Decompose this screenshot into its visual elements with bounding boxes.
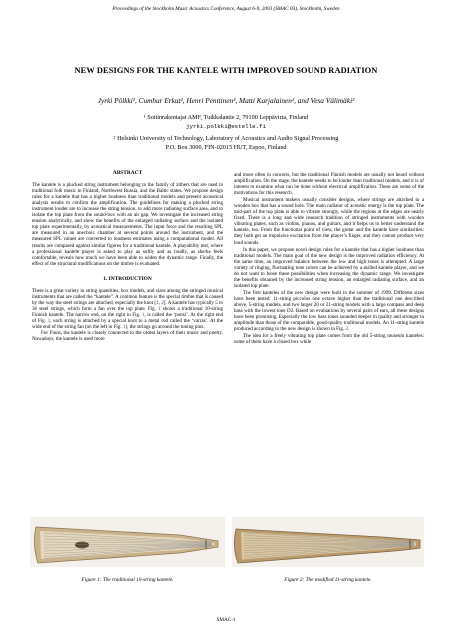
- page-footer: SMAC-1: [216, 617, 236, 623]
- running-header: Proceedings of the Stockholm Music Acoustics Conference, August 6-9, 2003 (SMAC 03), Stockholm, Sweden: [112, 6, 340, 12]
- introduction-heading: 1. INTRODUCTION: [103, 275, 152, 282]
- paper-title: NEW DESIGNS FOR THE KANTELE WITH IMPROVED SOUND RADIATION: [74, 66, 378, 75]
- abstract-heading: ABSTRACT: [112, 170, 143, 176]
- body-paragraph-2: Musical instrument makers usually consider designs, where strings are attached to a wooden box that has a sound hole. The main radiator of acoustic energy is the top plate. The mid-part of the top plate is able to vibrate strongly, while the regions at the edges are nearly fixed. There is a long and wide research tradition of stringed instruments with wooden vibrating plates, such as violins, pianos, and guitars, and it helps us to better understand the kantele, too. From the functional point of view, the guitar and the kantele have similarities: they both get an impulsive excitation from the player’s finger, and they cannot produce very loud sounds.: [234, 197, 424, 246]
- right-column: [234, 172, 424, 345]
- affiliation-2: ² Helsinki University of Technology, Laboratory of Acoustics and Audio Signal Processing: [113, 135, 339, 142]
- intro-text: There is a great variety in string quantities, box models, and sizes among the stringed musical instruments that are called the “kantele”. A common feature is the special timbre that is caused by the way the steel strings are attached, especially the knot [: [32, 287, 223, 306]
- figure-link[interactable]: 1: [141, 311, 145, 318]
- affiliation-1: ¹ Soitinrakentajat AMF, Tuikkalantie 2, 79100 Leppävirta, Finland: [143, 114, 309, 121]
- introduction-paragraph-2: For Finns, the kantele is closely connected to the oldest layers of their music and poetry. Nowadays, the kantele is used more: [32, 330, 223, 343]
- affiliation-2-address: P.O. Box 3000, FIN-02015 HUT, Espoo, Finland: [165, 144, 287, 151]
- author-email: jyrki.polkki@estelle.fi: [185, 123, 266, 130]
- intro-text: ), the strings go around the tuning pins.: [125, 324, 205, 331]
- body-paragraph-4: [234, 290, 424, 332]
- intro-text: , each string is attached by a special knot to a metal rod called the ‘varras’. At the wide end of the string fan (on the left in Fig.: [32, 317, 223, 331]
- figure-2-image: [232, 517, 424, 567]
- left-column: [32, 170, 223, 342]
- intro-text: ,: [158, 299, 162, 306]
- intro-text: ]. A kantele has typically 5 to 36 steel strings, which form a fan over the top plate. Fig.: [32, 299, 224, 312]
- figure-link[interactable]: 1: [47, 317, 51, 324]
- figure-link[interactable]: 1: [158, 305, 161, 312]
- modified-kantele-photo: [232, 517, 424, 567]
- intro-text: , is called the ‘ponsi’. At the right end of Fig.: [32, 311, 224, 324]
- figure-2-caption: Figure 2: The modified 11-string kantele.: [284, 577, 372, 583]
- citation-link[interactable]: 1: [156, 299, 159, 306]
- body-paragraph-1: and more often in concerts, but the traditional Finnish models are usually not heard without amplification. On the stage, the kantele needs to be louder than traditional models, and it is of interest to examine what can be done without electrical amplification. These are some of the motivations for this research.: [234, 172, 424, 197]
- citation-link[interactable]: 2: [161, 299, 164, 306]
- author-list: Jyrki Pölkki¹, Cumhur Erkut², Henri Penttinen², Matti Karjalainen², and Vesa Välimäki²: [97, 96, 355, 105]
- body-paragraph-3: In this paper, we propose novel design rules for a kantele that has a higher loudness than traditional models. The main goal of the new design is the improved radiation efficiency. At the same time, an improved balance between the low and high tones is attempted. A large variety of ringing, fluctuating tone colors can be achieved by a skilled kantele player, and we do not want to loose these possibilities when increasing the dynamic range. We investigate the benefits obtained by the increased string tension, an enlarged radiating surface, and an isolated top plate.: [234, 246, 424, 289]
- traditional-kantele-photo: [30, 517, 225, 567]
- figure-link[interactable]: 2: [345, 326, 348, 333]
- introduction-paragraph-1: [32, 288, 223, 330]
- body-paragraph-5: The idea for a freely vibrating top plate comes from the old 5-string museum kanteles: some of them have a closed box while: [234, 333, 424, 346]
- body-text: The first kanteles of the new design were built in the summer of 1999. Different sizes have been tested: 11-string piccolos one octave higher than the traditional one described above, 5-string models, and two larger 20 or 21-string models with a large compass and deep bass with the lowest tone D2. Based on evaluations by several pairs of ears, all these designs have been promising. Especially the low bass tones sounded deeper in quality and stronger in amplitude than those of the comparable, good-quality traditional models. An 11-string kantele produced according to the new design is shown in Fig.: [234, 289, 424, 333]
- abstract-text: The kantele is a plucked string instrument belonging to the family of zithers that are used in traditional folk music in Finland, Northwest Russia, and the Baltic states. We propose design rules for a kantele that has a higher loudness than traditional models and present acoustical analysis results to confirm the amplification. The guidelines for making a plucked string instrument louder are to increase the string tension, to add more radiating surface area, and to isolate the top plate from the sound-box with an air gap. We investigate the increased string tension analytically, and show the benefits of the enlarged radiating surface and the isolated top plate experimentally, by acoustical measurements. The input force and the resulting SPL are measured in an anechoic chamber at several points around the instrument, and the measured SPL values are converted to loudness estimates using a computational model. All results are compared against similar figures for a traditional kantele. A playability test, where a professional kantele player is asked to play as softly and as loudly, as she/he feels comfortable, reveals how much we have been able to widen the dynamic range. Finally, the effect of the structural modifications on the timbre is evaluated.: [32, 182, 223, 267]
- body-text: .: [347, 326, 350, 333]
- intro-text: shows a traditional 10-string Finnish kantele. The narrow end, on the right in Fig.: [32, 305, 224, 318]
- figure-1-image: [30, 517, 225, 567]
- figure-link[interactable]: 1: [122, 324, 126, 331]
- figure-1-caption: Figure 1: The traditional 10-string kantele.: [81, 577, 174, 583]
